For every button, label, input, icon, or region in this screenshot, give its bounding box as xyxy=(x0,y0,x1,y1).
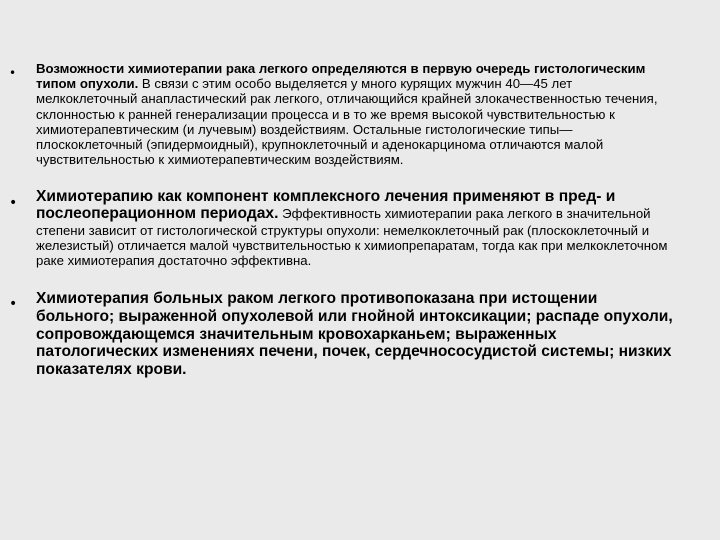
bullet-paragraph xyxy=(36,290,676,379)
bullet-body-text: В связи с этим особо выделяется у много курящих мужчин 40—45 лет мелкоклеточный анапластический рак легкого, отличающийся крайней злокачественностью течения, склонностью к ранней генерализации процесса и в то же время высокой чувствительностью к химиотерапевтическим (и лучевым) воздействиям. Остальные гистологические типы—плоскоклеточный (эпидермоидный), крупноклеточный и аденокарцинома отличаются малой чувствительностью к химиотерапевтическим воздействиям. xyxy=(36,76,658,168)
bullet-lead-text: Химиотерапию как компонент комплексного лечения применяют в пред- и послеоперационном периодах. xyxy=(36,188,616,223)
bullet-paragraph xyxy=(36,188,676,269)
bullet-body-text: Химиотерапия больных раком легкого противопоказана при истощении больного; выраженной опухолевой или гнойной интоксикации; распаде опухоли, сопровождающемся значительным кровохарканьем; выраженных патологических изменениях печени, почек, сердечнососудистой системы; низких показателях крови. xyxy=(36,290,673,379)
bullet-paragraph xyxy=(36,61,676,167)
bullet-icon: • xyxy=(9,296,18,312)
bullet-icon: • xyxy=(9,195,18,211)
bullet-body-text: Эффективность химиотерапии рака легкого в значительной степени зависит от гистологической структуры опухоли: немелкоклеточный рак (плоскоклеточный и железистый) отличается малой чувствительностью к химиопрепаратам, тогда как при мелкоклеточном раке химиотерапия достаточно эффективна. xyxy=(36,206,668,269)
bullet-lead-text: Возможности химиотерапии рака легкого определяются в первую очередь гистологическим типом опухоли. xyxy=(36,61,646,92)
bullet-icon: • xyxy=(9,66,17,80)
